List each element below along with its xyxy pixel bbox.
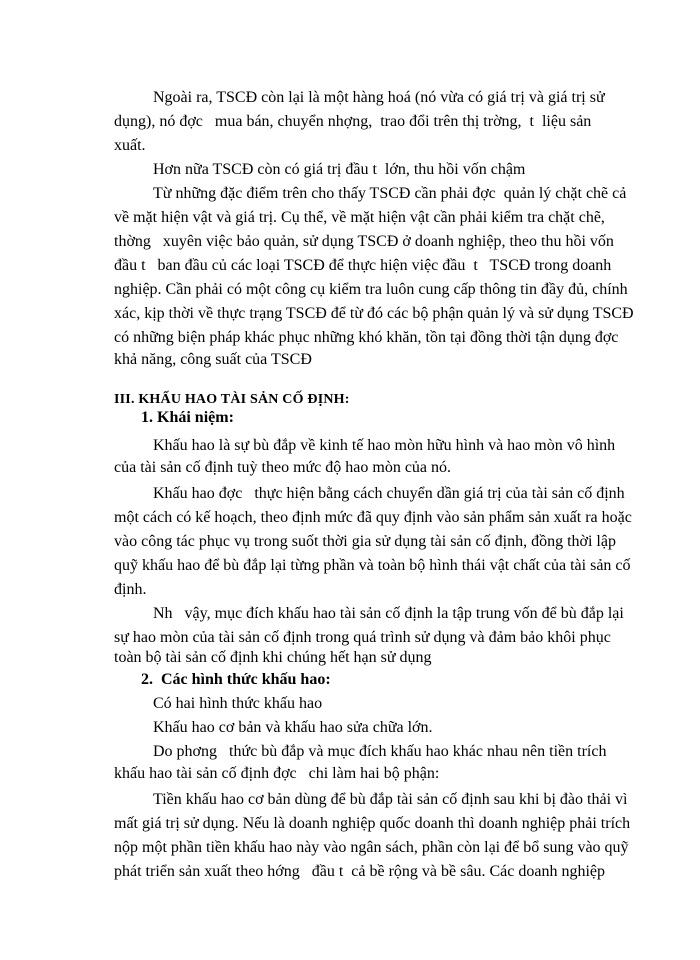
subsection-heading: 1. Khái niệm: <box>141 409 234 426</box>
paragraph-line: nộp một phần tiền khấu hao này vào ngân sách, phần còn lại để bổ sung vào quỹ <box>114 839 629 856</box>
paragraph-line: Tiền khấu hao cơ bản dùng để bù đắp tài sản cố định sau khi bị đào thải vì <box>153 791 628 808</box>
paragraph-line: Hơn nữa TSCĐ còn có giá trị đầu t lớn, thu hồi vốn chậm <box>153 161 526 178</box>
paragraph-line: khấu hao tài sản cố định đợc chi làm hai bộ phận: <box>114 765 440 782</box>
paragraph-line: Từ những đặc điểm trên cho thấy TSCĐ cần phải đợc quản lý chặt chẽ cả <box>153 185 627 202</box>
paragraph-line: quỹ khấu hao để bù đắp lại từng phần và toàn bộ hình thái vật chất của tài sản cố <box>114 557 631 574</box>
paragraph-line: Ngoài ra, TSCĐ còn lại là một hàng hoá (nó vừa có giá trị và giá trị sử <box>153 89 605 106</box>
paragraph-line: đầu t ban đầu củ các loại TSCĐ để thực hiện việc đầu t TSCĐ trong doanh <box>114 257 612 274</box>
paragraph-line: về mặt hiện vật và giá trị. Cụ thể, về mặt hiện vật cần phải kiểm tra chặt chẽ, <box>114 209 605 226</box>
paragraph-line: dụng), nó đợc mua bán, chuyển nhợng, trao đổi trên thị trờng, t liệu sản <box>114 113 592 130</box>
section-heading: III. KHẤU HAO TÀI SẢN CỐ ĐỊNH: <box>114 392 350 407</box>
paragraph-line: xác, kịp thời về thực trạng TSCĐ để từ đó các bộ phận quản lý và sử dụng TSCĐ <box>114 305 634 322</box>
paragraph-line: của tài sản cố định tuỳ theo mức độ hao mòn của nó. <box>114 459 452 476</box>
paragraph-line: nghiệp. Cần phải có một công cụ kiểm tra luôn cung cấp thông tin đầy đủ, chính <box>114 281 628 298</box>
subsection-heading: 2. Các hình thức khấu hao: <box>141 671 331 688</box>
paragraph-line: khả năng, công suất của TSCĐ <box>114 351 312 368</box>
paragraph-line: thờng xuyên việc bảo quản, sử dụng TSCĐ ở doanh nghiệp, theo thu hồi vốn <box>114 233 614 250</box>
paragraph-line: Nh vậy, mục đích khấu hao tài sản cố định la tập trung vốn để bù đắp lại <box>153 605 624 622</box>
paragraph-line: xuất. <box>114 137 146 154</box>
paragraph-line: Khấu hao là sự bù đắp về kinh tế hao mòn hữu hình và hao mòn vô hình <box>153 437 616 454</box>
paragraph-line: Khấu hao đợc thực hiện bằng cách chuyển dần giá trị của tài sản cố định <box>153 485 625 502</box>
paragraph-line: mất giá trị sử dụng. Nếu là doanh nghiệp quốc doanh thì doanh nghiệp phải trích <box>114 815 631 832</box>
paragraph-line: Khấu hao cơ bản và khấu hao sửa chữa lớn. <box>153 719 433 736</box>
paragraph-line: có những biện pháp khác phục những khó khăn, tồn tại đồng thời tận dụng đợc <box>114 329 619 346</box>
paragraph-line: một cách có kế hoạch, theo định mức đã quy định vào sản phẩm sản xuất ra hoặc <box>114 509 632 526</box>
paragraph-line: Có hai hình thức khấu hao <box>153 695 323 712</box>
paragraph-line: Do phơng thức bù đắp và mục đích khấu hao khác nhau nên tiền trích <box>153 743 607 760</box>
paragraph-line: phát triển sản xuất theo hớng đầu t cả bề rộng và bề sâu. Các doanh nghiệp <box>114 863 605 880</box>
paragraph-line: vào công tác phục vụ trong suốt thời gia sử dụng tài sản cố định, đồng thời lập <box>114 533 616 550</box>
paragraph-line: toàn bộ tài sản cố định khi chúng hết hạn sử dụng <box>114 649 432 666</box>
paragraph-line: sự hao mòn của tài sản cố định trong quá trình sử dụng và đảm bảo khôi phục <box>114 629 611 646</box>
paragraph-line: định. <box>114 581 147 598</box>
